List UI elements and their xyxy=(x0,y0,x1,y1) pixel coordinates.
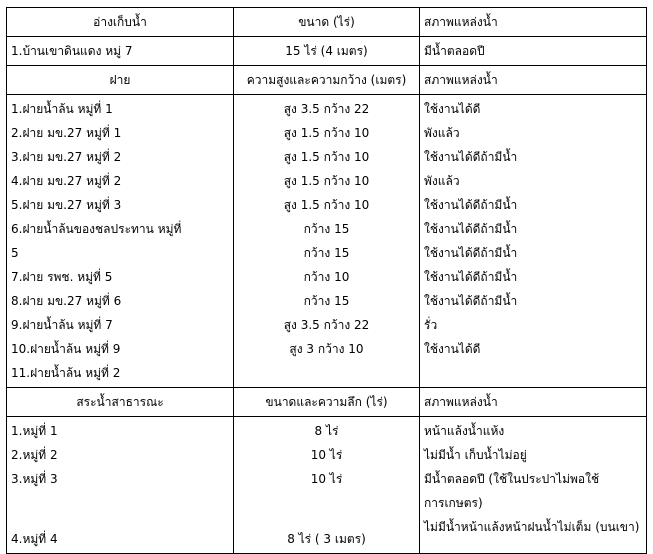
weir-condition: ใช้งานได้ดีถ้ามีน้ำ xyxy=(424,294,518,308)
weir-condition: ใช้งานได้ดี xyxy=(424,102,481,116)
weir-body-row xyxy=(7,95,647,388)
pond-body-row xyxy=(7,417,647,554)
weir-name: 5.ฝาย มข.27 หมู่ที่ 3 xyxy=(11,198,122,212)
pond-condition: มีน้ำตลอดปี (ใช้ในประปาไม่พอใช้การเกษตร) xyxy=(424,472,600,510)
weir-condition: พังแล้ว xyxy=(424,126,460,140)
weir-size: สูง 3 กว้าง 10 xyxy=(289,342,364,356)
header-cell: ฝาย xyxy=(7,66,234,95)
weir-conditions-cell xyxy=(420,95,647,388)
pond-condition: ไม่มีน้ำหน้าแล้งหน้าฝนน้ำไม่เต็ม (บนเขา) xyxy=(424,520,640,534)
reservoir-name: 1.บ้านเขาดินแดง หมู่ 7 xyxy=(7,37,234,66)
weir-size: สูง 1.5 กว้าง 10 xyxy=(283,150,370,164)
weir-name: 5 xyxy=(11,246,19,260)
pond-conditions-cell xyxy=(420,417,647,554)
reservoir-condition: มีน้ำตลอดปี xyxy=(420,37,647,66)
pond-condition: ไม่มีน้ำ เก็บน้ำไม่อยู่ xyxy=(424,448,527,462)
header-cell: สภาพแหล่งน้ำ xyxy=(420,8,647,37)
header-cell: อ่างเก็บน้ำ xyxy=(7,8,234,37)
weir-condition: ใช้งานได้ดีถ้ามีน้ำ xyxy=(424,198,518,212)
header-cell: ขนาด (ไร่) xyxy=(234,8,420,37)
weir-size: สูง 1.5 กว้าง 10 xyxy=(283,174,370,188)
pond-name: 4.หมู่ที่ 4 xyxy=(11,532,58,546)
weir-name: 1.ฝายน้ำล้น หมู่ที่ 1 xyxy=(11,102,113,116)
header-cell: ขนาดและความลึก (ไร่) xyxy=(234,388,420,417)
weir-size: กว้าง 15 xyxy=(303,246,350,260)
pond-sizes-cell xyxy=(234,417,420,554)
pond-names-cell xyxy=(7,417,234,554)
header-cell: สระน้ำสาธารณะ xyxy=(7,388,234,417)
weir-condition: ใช้งานได้ดีถ้ามีน้ำ xyxy=(424,246,518,260)
weir-condition: ใช้งานได้ดีถ้ามีน้ำ xyxy=(424,222,518,236)
pond-size: 8 ไร่ xyxy=(314,424,339,438)
header-cell: ความสูงและความกว้าง (เมตร) xyxy=(234,66,420,95)
weir-name: 2.ฝาย มข.27 หมู่ที่ 1 xyxy=(11,126,122,140)
pond-size: 10 ไร่ xyxy=(310,472,343,486)
weir-condition: พังแล้ว xyxy=(424,174,460,188)
pond-size: 8 ไร่ ( 3 เมตร) xyxy=(287,532,366,546)
weir-condition: ใช้งานได้ดีถ้ามีน้ำ xyxy=(424,150,518,164)
pond-header-row xyxy=(7,388,647,417)
water-sources-table xyxy=(6,7,647,554)
weir-name: 9.ฝายน้ำล้น หมู่ที่ 7 xyxy=(11,318,113,332)
weir-size: สูง 3.5 กว้าง 22 xyxy=(283,318,370,332)
weir-size: สูง 1.5 กว้าง 10 xyxy=(283,126,370,140)
pond-condition: หน้าแล้งน้ำแห้ง xyxy=(424,424,505,438)
table-row xyxy=(7,37,647,66)
weir-size: กว้าง 15 xyxy=(303,222,350,236)
weir-size: สูง 3.5 กว้าง 22 xyxy=(283,102,370,116)
header-cell: สภาพแหล่งน้ำ xyxy=(420,66,647,95)
weir-size: กว้าง 15 xyxy=(303,294,350,308)
weir-size: สูง 1.5 กว้าง 10 xyxy=(283,198,370,212)
weir-name: 10.ฝายน้ำล้น หมู่ที่ 9 xyxy=(11,342,121,356)
reservoir-header-row xyxy=(7,8,647,37)
weir-sizes-cell xyxy=(234,95,420,388)
weir-name: 8.ฝาย มข.27 หมู่ที่ 6 xyxy=(11,294,122,308)
pond-name: 3.หมู่ที่ 3 xyxy=(11,472,58,486)
weir-condition: รั่ว xyxy=(424,318,438,332)
weir-name: 3.ฝาย มข.27 หมู่ที่ 2 xyxy=(11,150,122,164)
weir-header-row xyxy=(7,66,647,95)
weir-name: 7.ฝาย รพช. หมู่ที่ 5 xyxy=(11,270,113,284)
pond-size: 10 ไร่ xyxy=(310,448,343,462)
weir-size: กว้าง 10 xyxy=(303,270,350,284)
weir-name: 6.ฝายน้ำล้นของชลประทาน หมู่ที่ xyxy=(11,222,182,236)
weir-condition: ใช้งานได้ดี xyxy=(424,342,481,356)
weir-name: 4.ฝาย มข.27 หมู่ที่ 2 xyxy=(11,174,122,188)
header-cell: สภาพแหล่งน้ำ xyxy=(420,388,647,417)
weir-names-cell xyxy=(7,95,234,388)
weir-condition: ใช้งานได้ดีถ้ามีน้ำ xyxy=(424,270,518,284)
reservoir-size: 15 ไร่ (4 เมตร) xyxy=(234,37,420,66)
pond-name: 1.หมู่ที่ 1 xyxy=(11,424,58,438)
weir-name: 11.ฝายน้ำล้น หมู่ที่ 2 xyxy=(11,366,121,380)
pond-name: 2.หมู่ที่ 2 xyxy=(11,448,58,462)
